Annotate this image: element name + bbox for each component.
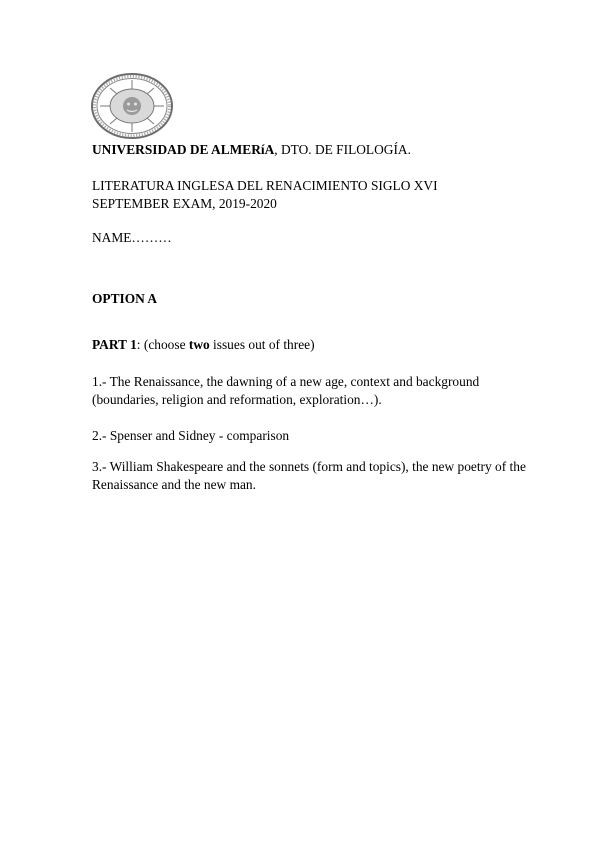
exam-session: SEPTEMBER EXAM, 2019-2020 — [92, 196, 277, 211]
university-seal-icon — [90, 72, 174, 140]
student-name-field: NAME……… — [92, 230, 172, 245]
part-instruction — [92, 336, 532, 354]
part-instruction-post: issues out of three) — [209, 337, 315, 352]
university-name: UNIVERSIDAD DE ALMERíA — [92, 142, 275, 157]
part-instruction-pre: : (choose — [136, 337, 189, 352]
question-2: 2.- Spenser and Sidney - comparison — [92, 428, 290, 443]
course-title: LITERATURA INGLESA DEL RENACIMIENTO SIGLO XVI — [92, 178, 438, 193]
option-heading: OPTION A — [92, 291, 158, 306]
part-instruction-bold: two — [188, 337, 210, 352]
part-label: PART 1 — [92, 337, 137, 352]
course-info — [92, 177, 532, 213]
question-3: 3.- William Shakespeare and the sonnets (form and topics), the new poetry of the Renaissance and the new man. — [92, 459, 526, 492]
question-1: 1.- The Renaissance, the dawning of a new age, context and background (boundaries, religion and reformation, exploration…). — [92, 374, 480, 407]
department-name: , DTO. DE FILOLOGÍA. — [274, 142, 411, 157]
university-header — [92, 141, 532, 159]
